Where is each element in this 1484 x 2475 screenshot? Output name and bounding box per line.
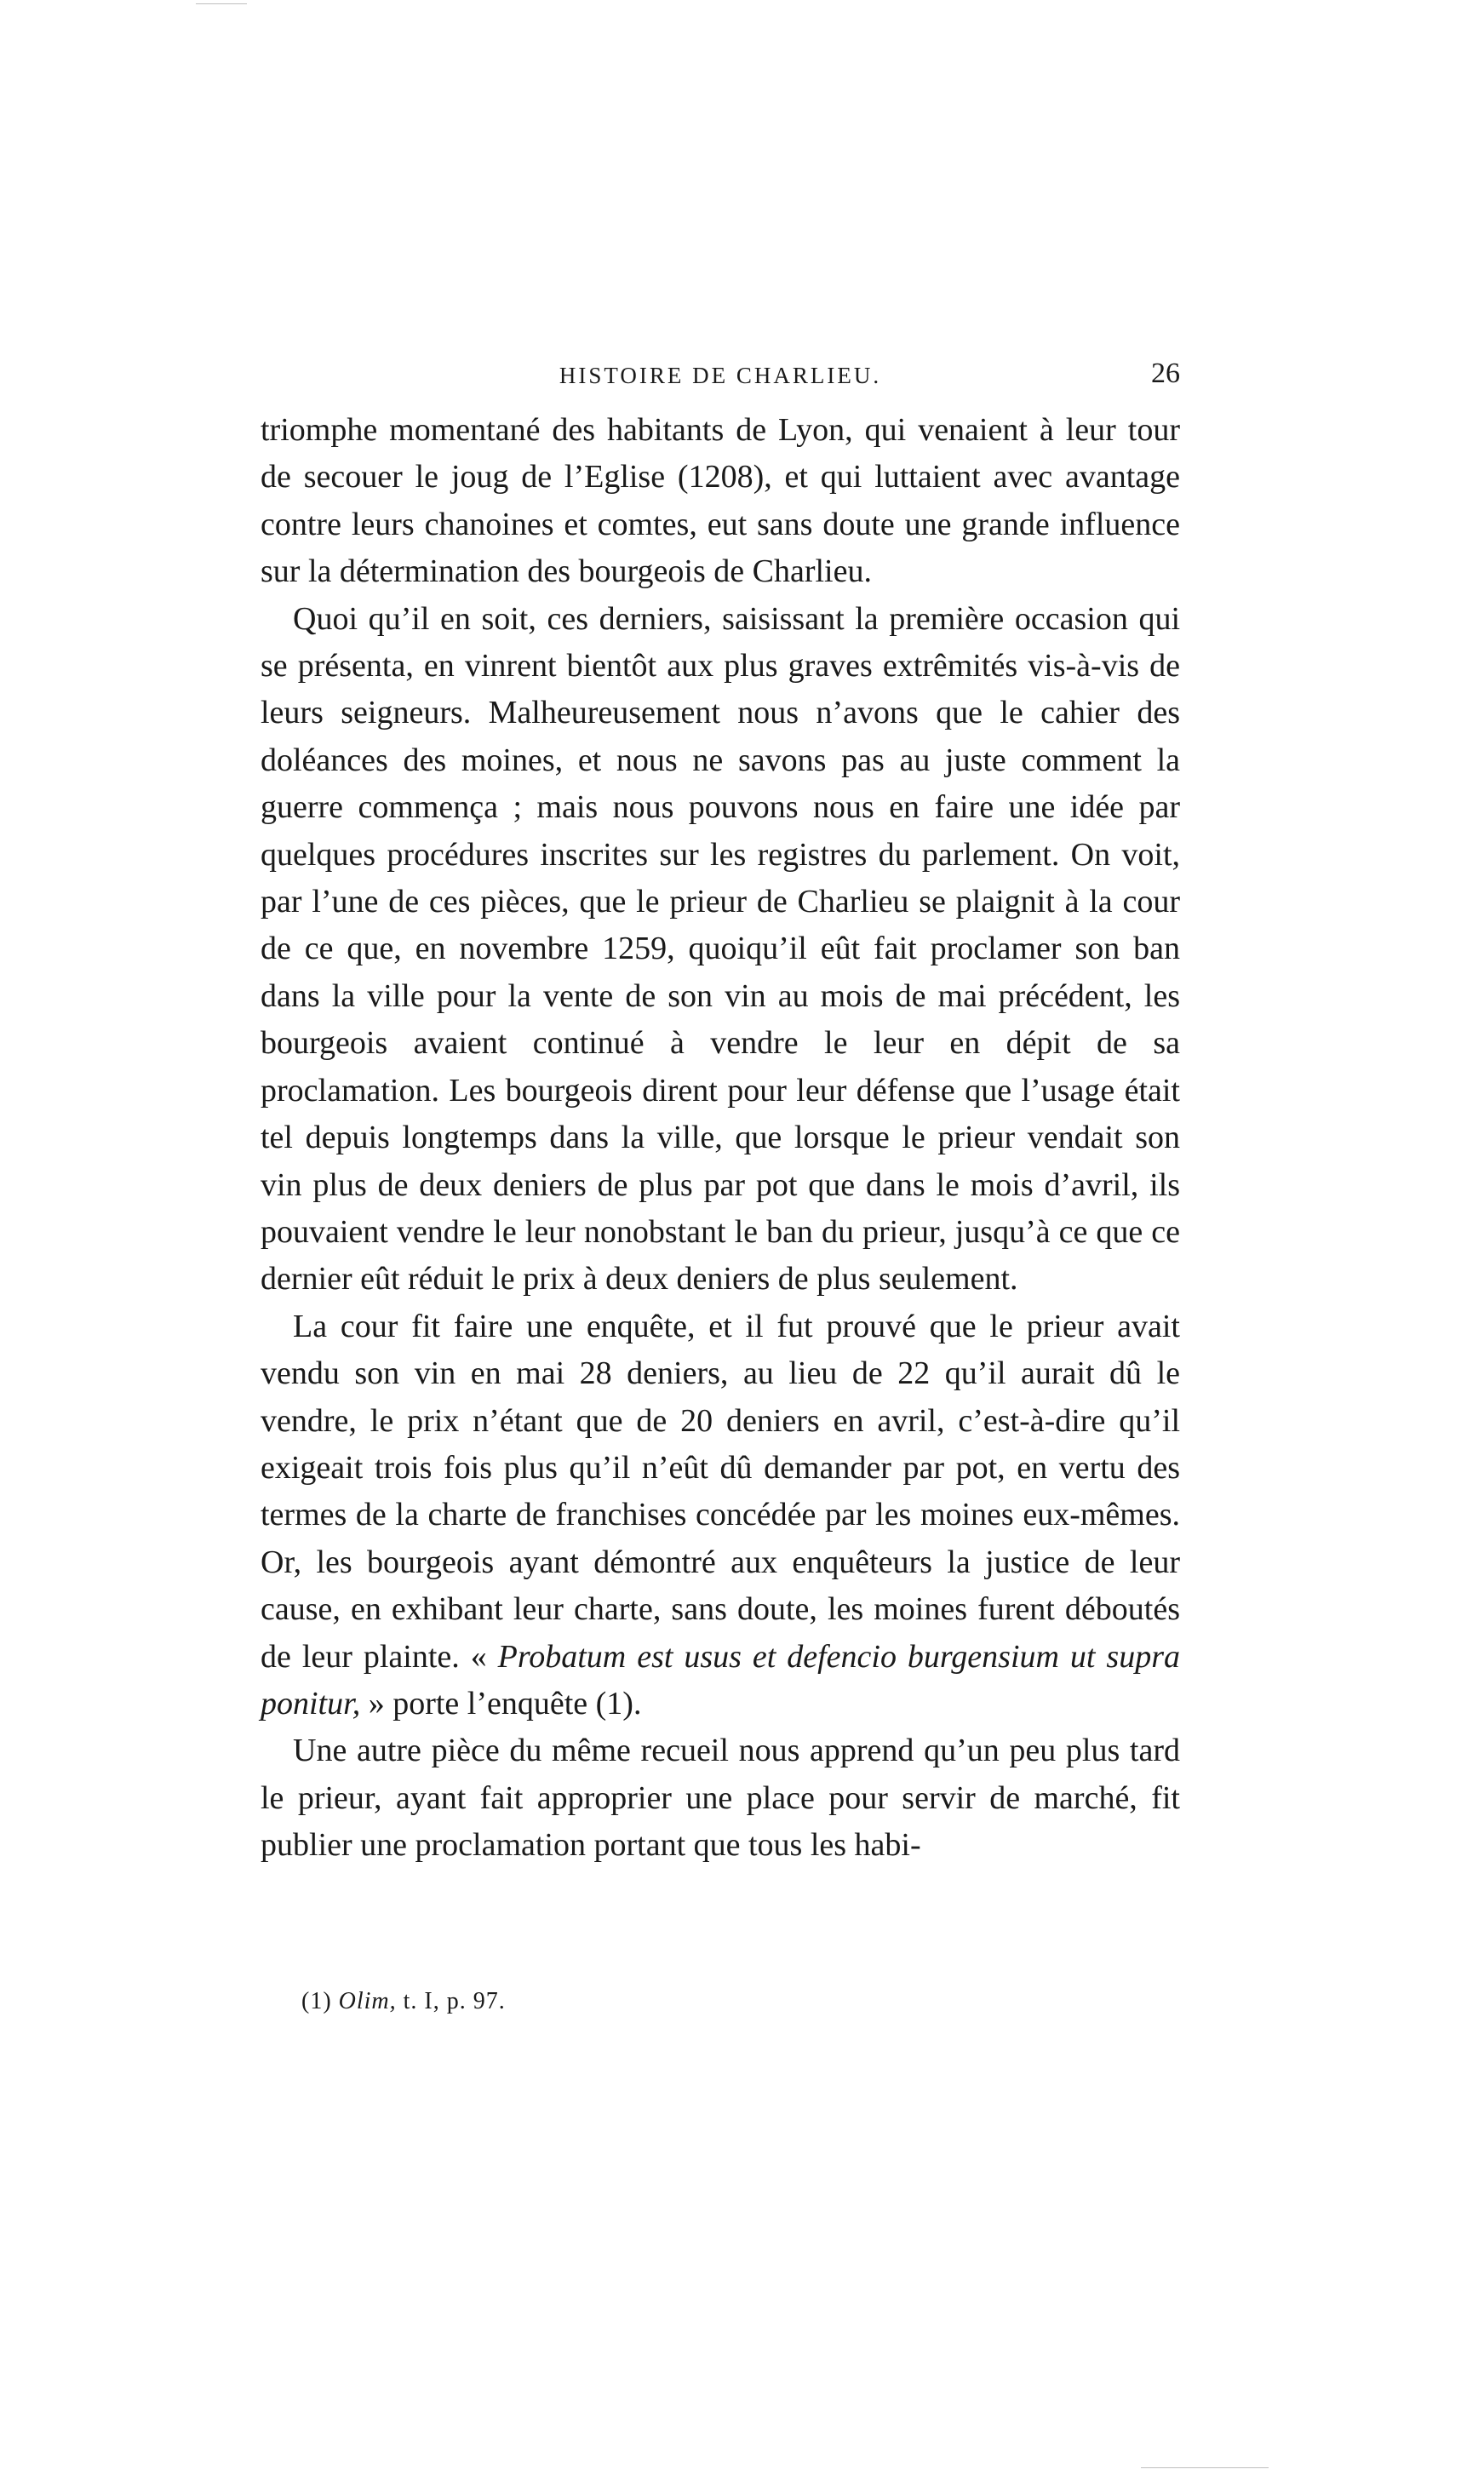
paragraph-2: Quoi qu’il en soit, ces derniers, saisissant la première occasion qui se présenta, en vinrent bientôt aux plus graves extrêmités vis-à-vis de leurs seigneurs. Malheureusement nous n’avons que le cahier des doléances des moines, et nous ne savons pas au juste comment la guerre commença ; mais nous pouvons nous en faire une idée par quelques procédures inscrites sur les registres du parlement. On voit, par l’une de ces pièces, que le prieur de Charlieu se plaignit à la cour de ce que, en novembre 1259, quoiqu’il eût fait proclamer son ban dans la ville pour la vente de son vin au mois de mai précédent, les bourgeois avaient continué à vendre le leur en dépit de sa proclamation. Les bourgeois dirent pour leur défense que l’usage était tel depuis longtemps dans la ville, que lorsque le prieur vendait son vin plus de deux deniers de plus par pot que dans le mois d’avril, ils pouvaient vendre le leur nonobstant le ban du prieur, jusqu’à ce que ce dernier eût réduit le prix à deux deniers de plus seulement.: [261, 600, 1180, 1298]
bottom-edge-mark: [1141, 2467, 1269, 2468]
page-number: 26: [1151, 358, 1180, 389]
footnote: [301, 1988, 506, 2015]
running-title: HISTOIRE DE CHARLIEU.: [559, 363, 882, 388]
paragraph-4: Une autre pièce du même recueil nous apprend qu’un peu plus tard le prieur, ayant fait approprier une place pour servir de marché, fit publier une proclamation portant que tous les habi-: [261, 1733, 1180, 1864]
paragraph-3-end: » porte l’enquête (1).: [368, 1685, 642, 1722]
paragraph-1: triomphe momentané des habitants de Lyon, qui venaient à leur tour de secouer le joug de l’Eglise (1208), et qui luttaient avec avantage contre leurs chanoines et comtes, eut sans doute une grande influence sur la détermination des bourgeois de Charlieu.: [261, 412, 1180, 590]
paragraph-3: [261, 1303, 1180, 1728]
paragraph-3-text: La cour fit faire une enquête, et il fut prouvé que le prieur avait vendu son vin en mai 28 deniers, au lieu de 22 qu’il aurait dû le vendre, le prix n’étant que de 20 deniers en avril, c’est-à-dire qu’il exigeait trois fois plus qu’il n’eût dû demander par pot, en vertu des termes de la charte de franchises concédée par les moines eux-mêmes. Or, les bourgeois ayant démontré aux enquêteurs la justice de leur cause, en exhibant leur charte, sans doute, les moines furent déboutés de leur plainte. «: [261, 1308, 1180, 1675]
latin-quotation: Probatum est usus et defencio burgensium ut supra ponitur,: [261, 1638, 1180, 1722]
footnote-source: Olim,: [338, 1988, 397, 2014]
top-edge-mark: [196, 3, 247, 4]
footnote-mark: (1): [301, 1988, 332, 2014]
body-text: [261, 407, 1180, 1870]
footnote-reference: t. I, p. 97.: [403, 1988, 506, 2014]
page-header: [261, 358, 1180, 400]
